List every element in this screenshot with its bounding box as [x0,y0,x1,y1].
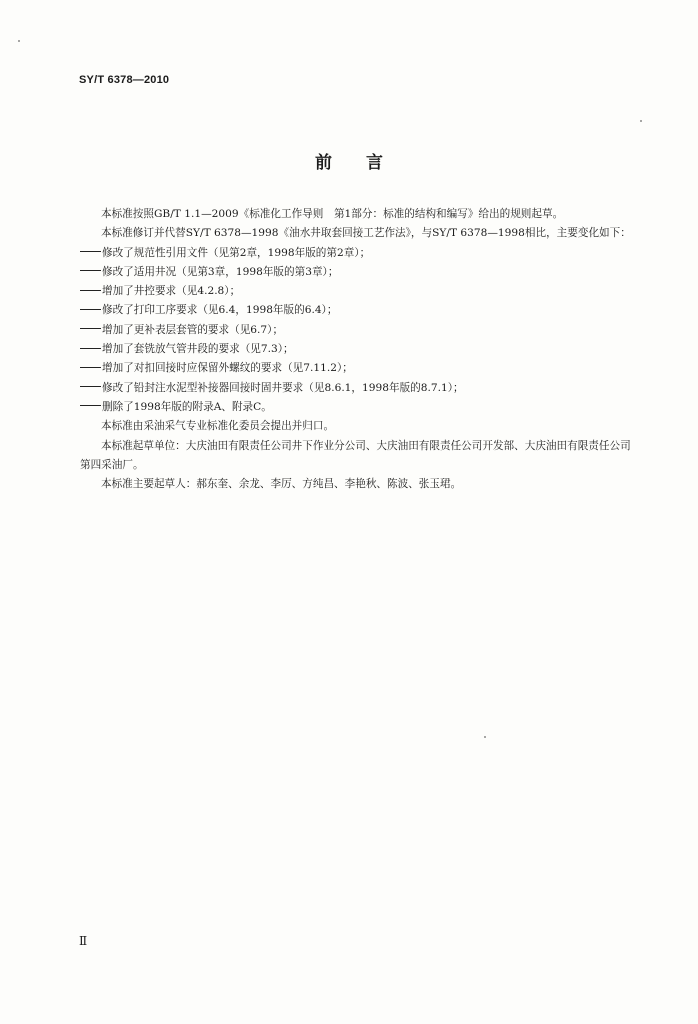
paragraph-drafting-basis: 本标准按照GB/T 1.1—2009《标准化工作导则 第1部分：标准的结构和编写》给出的规则起草。 [101,208,564,220]
dash-mark [80,328,101,329]
dash-mark [80,290,101,291]
dash-mark [80,251,101,252]
list-item [80,379,640,398]
paragraph-drafters: 本标准主要起草人：郝东奎、余龙、李厉、方纯昌、李艳秋、陈波、张玉珺。 [101,478,462,491]
list-item [80,359,640,378]
paragraph-drafting-units: 本标准起草单位：大庆油田有限责任公司井下作业分公司、大庆油田有限责任公司开发部、大庆油田有限责任公司第四采油厂。 [80,439,631,471]
list-item-text: 增加了套铣放气管井段的要求（见7.3）； [102,343,294,356]
dash-mark [80,386,101,387]
list-item-text: 修改了打印工序要求（见6.4，1998年版的6.4）； [102,304,338,317]
paragraph-proposer: 本标准由采油采气专业标准化委员会提出并归口。 [101,420,335,433]
list-item [80,398,640,417]
list-item-text: 修改了适用井况（见第3章，1998年版的第3章）； [102,265,339,278]
list-item-text: 增加了井控要求（见4.2.8）； [102,285,241,298]
list-item-text: 增加了对扣回接时应保留外螺纹的要求（见7.11.2）； [102,362,353,375]
scan-speck [484,736,486,738]
dash-mark [80,405,101,406]
dash-mark [80,348,101,349]
list-item-text: 增加了更补表层套管的要求（见6.7）； [102,323,284,336]
list-item-text: 删除了1998年版的附录A、附录C。 [102,400,272,413]
list-item [80,282,640,301]
scan-speck [640,120,642,122]
list-item-text: 修改了铅封注水泥型补接器回接时固井要求（见8.6.1，1998年版的8.7.1）； [102,381,464,394]
list-item-text: 修改了规范性引用文件（见第2章，1998年版的第2章）； [102,246,371,259]
page-title: 前言 [315,153,417,173]
list-item [80,263,640,282]
list-item [80,301,640,320]
dash-mark [80,309,101,310]
list-item [80,321,640,340]
list-item [80,244,640,263]
paragraph-revision-note: 本标准修订并代替SY/T 6378—1998《油水井取套回接工艺作法》，与SY/T 6378—1998相比，主要变化如下： [101,227,631,240]
changes-list [80,244,640,418]
document-code: SY/T 6378—2010 [79,74,170,86]
scan-speck [18,40,20,42]
page-number: Ⅱ [79,934,88,948]
foreword-body [80,205,640,494]
list-item [80,340,640,359]
dash-mark [80,270,101,271]
dash-mark [80,367,101,368]
